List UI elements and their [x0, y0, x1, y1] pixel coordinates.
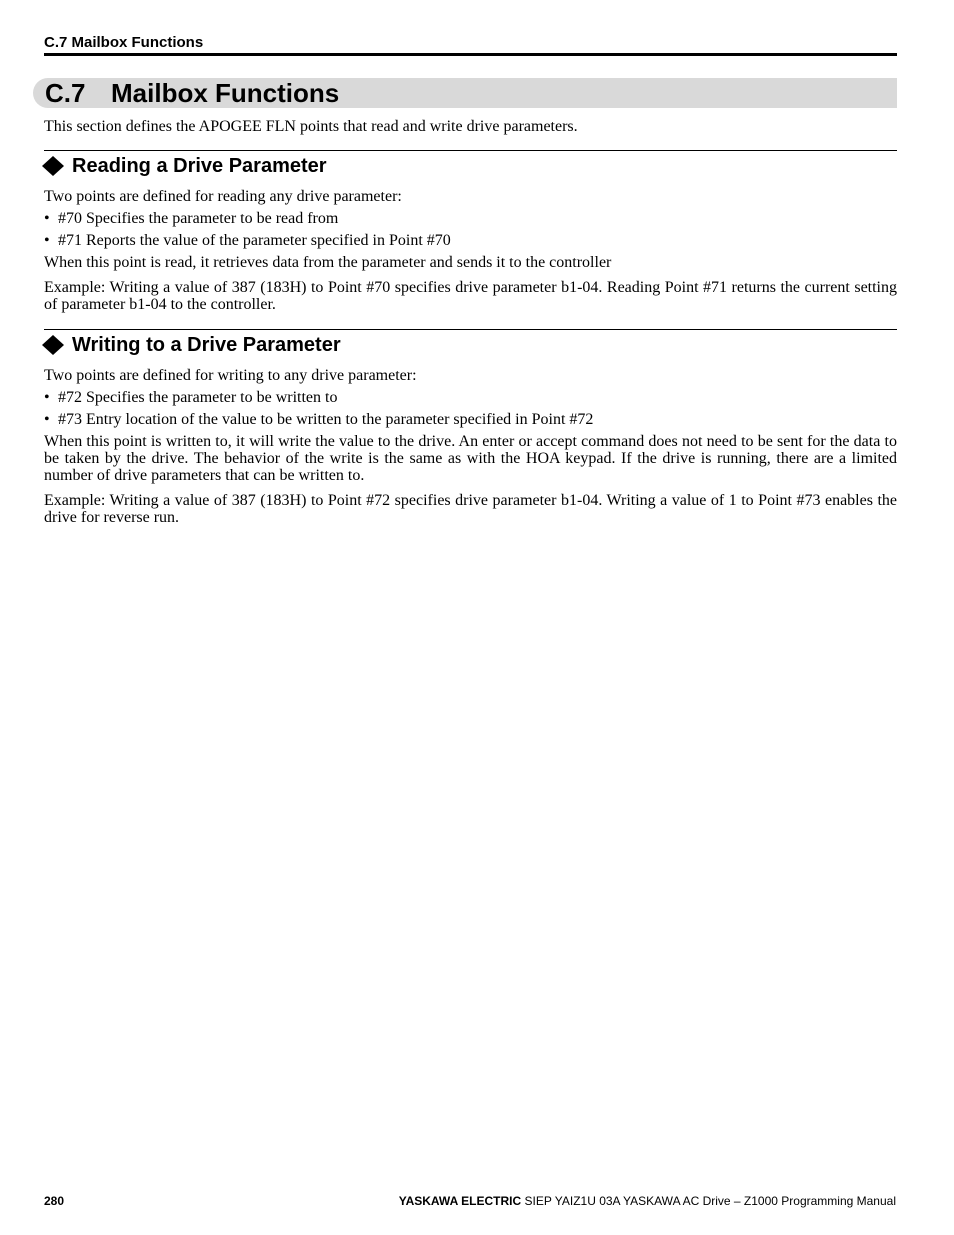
list-item: • #73 Entry location of the value to be written to the parameter specified in Point #72 [44, 411, 594, 428]
section-title: Reading a Drive Parameter [72, 154, 327, 177]
writing-intro: Two points are defined for writing to any drive parameter: [44, 367, 417, 384]
section-heading-reading [42, 154, 327, 178]
section-number: C.7 [45, 78, 86, 108]
section-title: Writing to a Drive Parameter [72, 333, 341, 356]
reading-paragraph: When this point is read, it retrieves data from the parameter and sends it to the controller [44, 254, 612, 271]
running-head: C.7 Mailbox Functions [44, 34, 204, 51]
intro-text: This section defines the APOGEE FLN points that read and write drive parameters. [44, 118, 578, 135]
page-title: Mailbox Functions [111, 78, 340, 108]
footer-doc-title: SIEP YAIZ1U 03A YASKAWA AC Drive – Z1000 Programming Manual [521, 1194, 896, 1208]
footer-brand: YASKAWA ELECTRIC [398, 1194, 522, 1208]
page-number: 280 [44, 1194, 65, 1208]
list-item: • #70 Specifies the parameter to be read from [44, 210, 339, 227]
list-item: • #72 Specifies the parameter to be written to [44, 389, 338, 406]
list-item-text: #70 Specifies the parameter to be read from [58, 210, 339, 227]
section-divider [44, 329, 897, 330]
reading-example: Example: Writing a value of 387 (183H) to Point #70 specifies drive parameter b1-04. Reading Point #71 returns the current setting of parameter b1-04 to the controller. [44, 279, 897, 313]
section-heading-writing [42, 333, 341, 357]
writing-paragraph: When this point is written to, it will write the value to the drive. An enter or accept command does not need to be sent for the data to be taken by the drive. The behavior of the write is the same as with the HOA keypad. If the drive is running, there are a limited number of drive parameters that can be written to. [44, 433, 897, 484]
list-item-text: #72 Specifies the parameter to be written to [58, 389, 338, 406]
diamond-icon [42, 156, 64, 176]
section-divider [44, 150, 897, 151]
list-item-text: #71 Reports the value of the parameter specified in Point #70 [58, 232, 451, 249]
writing-example: Example: Writing a value of 387 (183H) to Point #72 specifies drive parameter b1-04. Writing a value of 1 to Point #73 enables the drive for reverse run. [44, 492, 897, 526]
diamond-icon [42, 335, 64, 355]
list-item-text: #73 Entry location of the value to be written to the parameter specified in Point #72 [58, 411, 594, 428]
header-rule [44, 53, 897, 56]
list-item: • #71 Reports the value of the parameter specified in Point #70 [44, 232, 451, 249]
footer-document-info [399, 1194, 896, 1208]
reading-intro: Two points are defined for reading any drive parameter: [44, 188, 402, 205]
